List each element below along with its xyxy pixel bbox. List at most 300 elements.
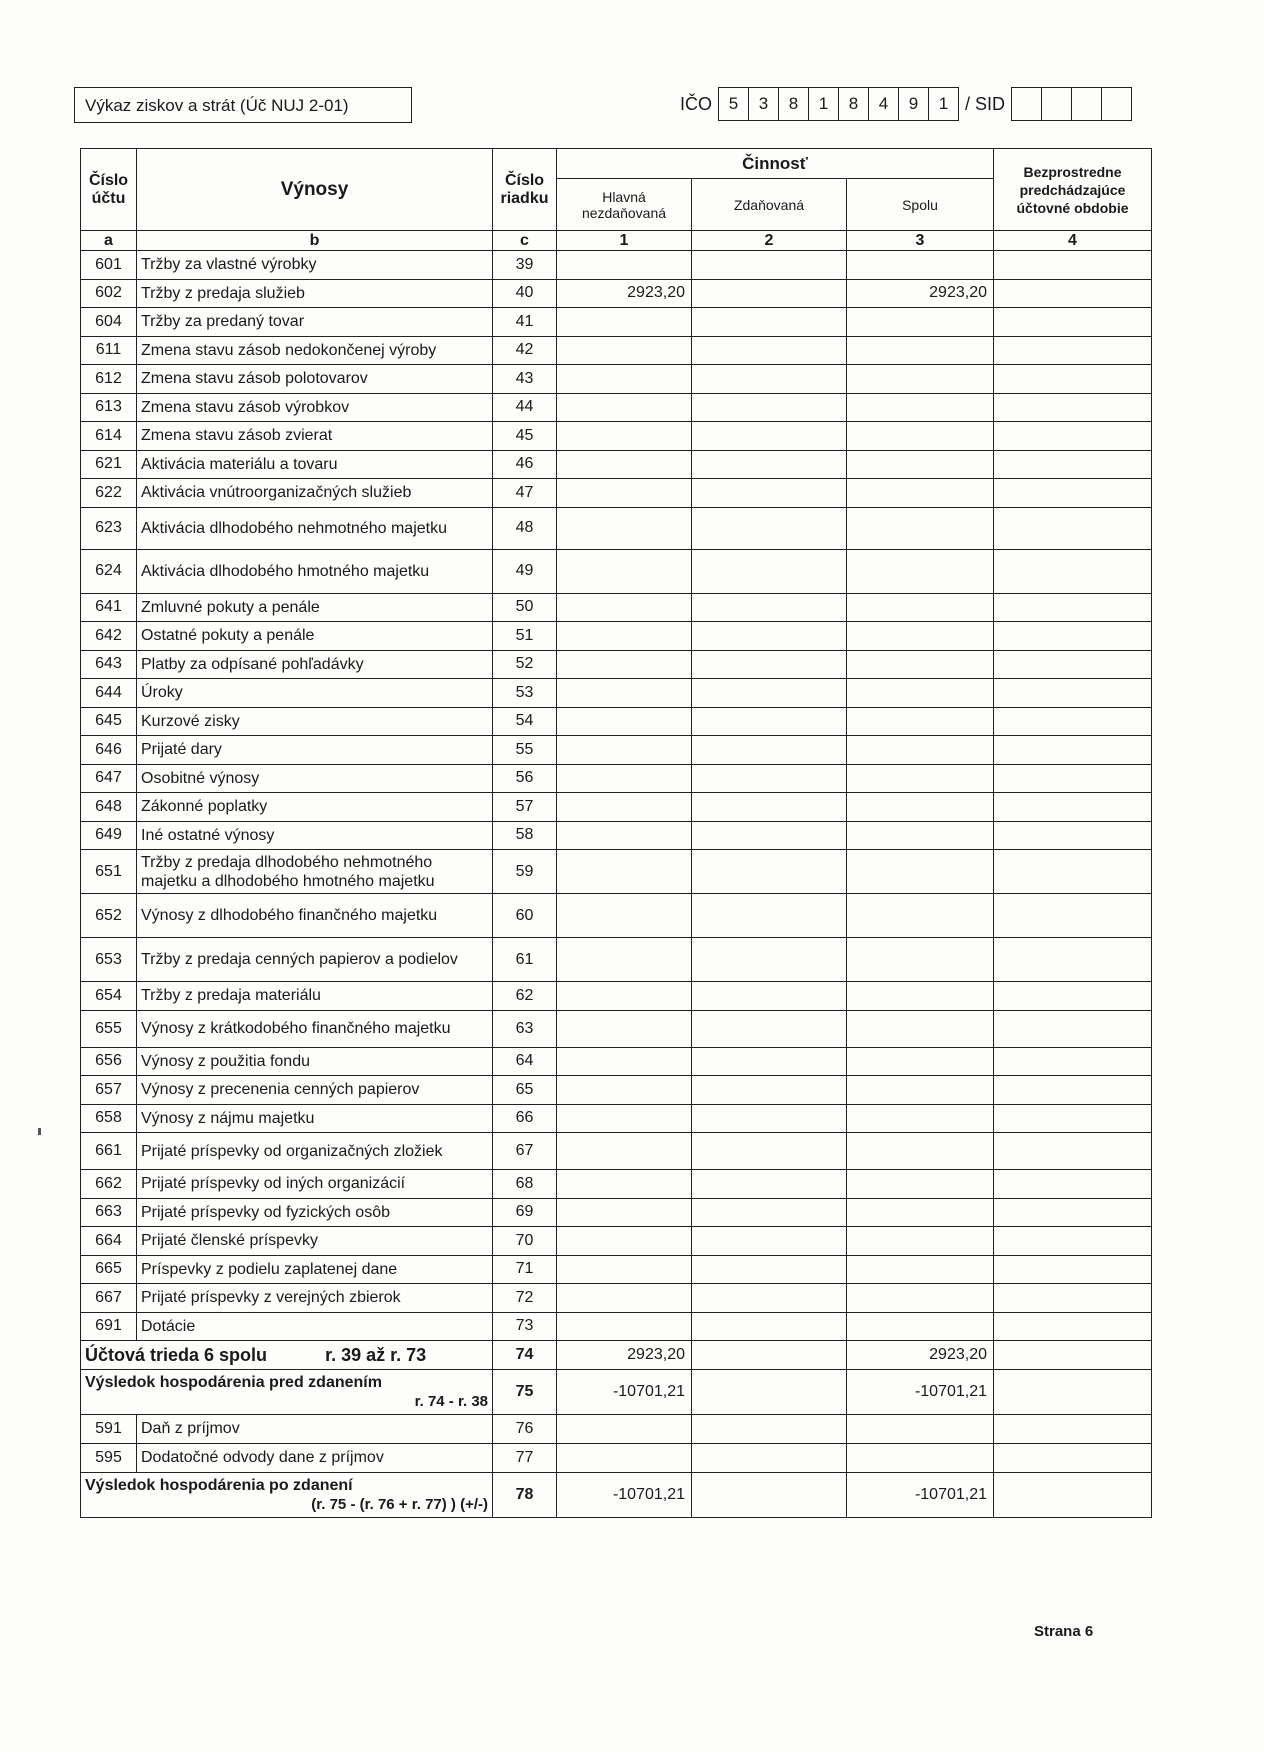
value-spolu <box>847 821 994 850</box>
sid-label: / SID <box>965 93 1006 114</box>
value-zdanovana <box>692 1104 847 1133</box>
account-number: 663 <box>81 1198 137 1227</box>
account-name: Prijaté príspevky od fyzických osôb <box>137 1198 493 1227</box>
header-cislo-uctu: Číslo účtu <box>81 149 137 231</box>
value-zdanovana <box>692 622 847 651</box>
account-row-667 <box>81 1284 1152 1313</box>
tax-c2 <box>692 1415 847 1444</box>
account-number: 601 <box>81 251 137 280</box>
ico-digit: 5 <box>719 88 749 120</box>
value-hlavna <box>557 622 692 651</box>
account-number: 656 <box>81 1047 137 1076</box>
account-row-643 <box>81 650 1152 679</box>
tax-name-591: Daň z príjmov <box>137 1415 493 1444</box>
account-number: 662 <box>81 1170 137 1199</box>
account-name: Úroky <box>137 679 493 708</box>
account-name: Výnosy z dlhodobého finančného majetku <box>137 894 493 938</box>
account-number: 604 <box>81 308 137 337</box>
value-hlavna <box>557 549 692 593</box>
value-predch <box>994 1312 1152 1341</box>
summary-rows <box>81 1341 1152 1518</box>
value-hlavna <box>557 479 692 508</box>
value-predch <box>994 1198 1152 1227</box>
value-hlavna <box>557 365 692 394</box>
value-spolu <box>847 479 994 508</box>
account-row-651 <box>81 850 1152 894</box>
account-row-646 <box>81 736 1152 765</box>
value-predch <box>994 938 1152 982</box>
account-name: Výnosy z precenenia cenných papierov <box>137 1076 493 1105</box>
account-name: Zákonné poplatky <box>137 793 493 822</box>
row-number: 45 <box>493 422 557 451</box>
value-hlavna <box>557 679 692 708</box>
account-name: Aktivácia materiálu a tovaru <box>137 450 493 479</box>
account-number: 665 <box>81 1255 137 1284</box>
account-number: 641 <box>81 593 137 622</box>
page-number: Strana 6 <box>1034 1623 1094 1640</box>
value-predch <box>994 479 1152 508</box>
account-row-611 <box>81 336 1152 365</box>
value-predch <box>994 507 1152 549</box>
account-row-641 <box>81 593 1152 622</box>
account-number: 644 <box>81 679 137 708</box>
value-predch <box>994 422 1152 451</box>
account-row-658 <box>81 1104 1152 1133</box>
value-spolu <box>847 365 994 394</box>
account-row-648 <box>81 793 1152 822</box>
pretax-label <box>81 1370 493 1415</box>
value-hlavna <box>557 982 692 1011</box>
account-row-622 <box>81 479 1152 508</box>
value-hlavna <box>557 1255 692 1284</box>
row-number: 62 <box>493 982 557 1011</box>
value-zdanovana <box>692 336 847 365</box>
value-hlavna <box>557 393 692 422</box>
value-hlavna <box>557 1312 692 1341</box>
value-hlavna <box>557 650 692 679</box>
account-name: Tržby z predaja dlhodobého nehmotného majetku a dlhodobého hmotného majetku <box>137 850 493 894</box>
value-zdanovana <box>692 549 847 593</box>
row-number: 66 <box>493 1104 557 1133</box>
row-number: 43 <box>493 365 557 394</box>
value-predch <box>994 1047 1152 1076</box>
tax-c4 <box>994 1415 1152 1444</box>
header-spolu: Spolu <box>847 179 994 231</box>
aftertax-formula: (r. 75 - (r. 76 + r. 77) ) (+/-) <box>311 1496 488 1513</box>
row-number: 50 <box>493 593 557 622</box>
row-number: 58 <box>493 821 557 850</box>
value-hlavna <box>557 593 692 622</box>
account-number: 642 <box>81 622 137 651</box>
row-number: 64 <box>493 1047 557 1076</box>
account-number: 643 <box>81 650 137 679</box>
row-number: 51 <box>493 622 557 651</box>
tax-account-595: 595 <box>81 1444 137 1473</box>
value-hlavna <box>557 894 692 938</box>
value-zdanovana <box>692 1047 847 1076</box>
account-row-649 <box>81 821 1152 850</box>
account-number: 647 <box>81 764 137 793</box>
account-name: Zmena stavu zásob nedokončenej výroby <box>137 336 493 365</box>
account-number: 602 <box>81 279 137 308</box>
value-predch <box>994 1284 1152 1313</box>
account-name: Zmluvné pokuty a penále <box>137 593 493 622</box>
account-row-663 <box>81 1198 1152 1227</box>
value-spolu <box>847 1047 994 1076</box>
value-spolu <box>847 850 994 894</box>
value-spolu <box>847 1010 994 1047</box>
value-spolu <box>847 593 994 622</box>
account-name: Prijaté príspevky od iných organizácií <box>137 1170 493 1199</box>
ico-digit: 8 <box>839 88 869 120</box>
value-spolu <box>847 938 994 982</box>
row-number: 73 <box>493 1312 557 1341</box>
account-name: Prijaté členské príspevky <box>137 1227 493 1256</box>
letter-c: c <box>493 231 557 251</box>
tax-account-591: 591 <box>81 1415 137 1444</box>
account-name: Platby za odpísané pohľadávky <box>137 650 493 679</box>
account-row-614 <box>81 422 1152 451</box>
ico-digit: 1 <box>938 94 949 113</box>
account-row-613 <box>81 393 1152 422</box>
value-hlavna <box>557 1076 692 1105</box>
value-zdanovana <box>692 1076 847 1105</box>
total-c4 <box>994 1341 1152 1370</box>
row-number: 52 <box>493 650 557 679</box>
header-zdanovana: Zdaňovaná <box>692 179 847 231</box>
ico-digit: 9 <box>899 88 929 120</box>
header-hlavna: Hlavná nezdaňovaná <box>557 179 692 231</box>
account-row-612 <box>81 365 1152 394</box>
account-number: 645 <box>81 707 137 736</box>
value-spolu <box>847 1104 994 1133</box>
row-number: 53 <box>493 679 557 708</box>
row-number: 65 <box>493 1076 557 1105</box>
account-row-657 <box>81 1076 1152 1105</box>
account-number: 622 <box>81 479 137 508</box>
account-name: Príspevky z podielu zaplatenej dane <box>137 1255 493 1284</box>
header-cinnost: Činnosť <box>557 149 994 179</box>
value-spolu <box>847 982 994 1011</box>
value-predch <box>994 1227 1152 1256</box>
account-name: Aktivácia dlhodobého nehmotného majetku <box>137 507 493 549</box>
value-hlavna <box>557 793 692 822</box>
total-range: r. 39 až r. 73 <box>325 1344 427 1365</box>
income-statement-table <box>80 148 1152 1518</box>
value-spolu <box>847 894 994 938</box>
pretax-formula: r. 74 - r. 38 <box>414 1393 488 1410</box>
value-hlavna <box>557 1170 692 1199</box>
value-zdanovana <box>692 308 847 337</box>
value-spolu <box>847 1227 994 1256</box>
value-zdanovana <box>692 251 847 280</box>
value-predch <box>994 650 1152 679</box>
account-rows <box>81 251 1152 1341</box>
account-number: 654 <box>81 982 137 1011</box>
ico-digit: 3 <box>749 88 779 120</box>
value-spolu <box>847 1170 994 1199</box>
value-spolu <box>847 336 994 365</box>
aftertax-c4 <box>994 1473 1152 1518</box>
account-name: Zmena stavu zásob zvierat <box>137 422 493 451</box>
account-number: 648 <box>81 793 137 822</box>
account-number: 623 <box>81 507 137 549</box>
account-row-604 <box>81 308 1152 337</box>
value-hlavna <box>557 1047 692 1076</box>
value-spolu <box>847 1312 994 1341</box>
value-zdanovana <box>692 1255 847 1284</box>
value-predch <box>994 1133 1152 1170</box>
account-number: 664 <box>81 1227 137 1256</box>
row-number: 59 <box>493 850 557 894</box>
value-predch <box>994 793 1152 822</box>
value-spolu <box>847 507 994 549</box>
row-number: 49 <box>493 549 557 593</box>
tax-c2 <box>692 1444 847 1473</box>
value-spolu: 2923,20 <box>847 279 994 308</box>
account-row-644 <box>81 679 1152 708</box>
header-vynosy: Výnosy <box>137 149 493 231</box>
tax-c1 <box>557 1415 692 1444</box>
value-spolu <box>847 1076 994 1105</box>
sid-box <box>1102 88 1131 120</box>
value-zdanovana <box>692 982 847 1011</box>
account-row-621 <box>81 450 1152 479</box>
row-number: 54 <box>493 707 557 736</box>
account-name: Aktivácia dlhodobého hmotného majetku <box>137 549 493 593</box>
account-name: Osobitné výnosy <box>137 764 493 793</box>
tax-row-76: 76 <box>493 1415 557 1444</box>
account-name: Tržby z predaja materiálu <box>137 982 493 1011</box>
value-predch <box>994 279 1152 308</box>
account-row-691 <box>81 1312 1152 1341</box>
ico-digit: 8 <box>779 88 809 120</box>
value-zdanovana <box>692 479 847 508</box>
value-zdanovana <box>692 1010 847 1047</box>
value-hlavna <box>557 1133 692 1170</box>
account-number: 649 <box>81 821 137 850</box>
value-hlavna <box>557 850 692 894</box>
value-zdanovana <box>692 1133 847 1170</box>
value-predch <box>994 622 1152 651</box>
account-row-642 <box>81 622 1152 651</box>
value-zdanovana <box>692 894 847 938</box>
value-zdanovana <box>692 450 847 479</box>
account-row-653 <box>81 938 1152 982</box>
value-predch <box>994 764 1152 793</box>
value-predch <box>994 1104 1152 1133</box>
value-predch <box>994 894 1152 938</box>
value-predch <box>994 679 1152 708</box>
account-name: Tržby za vlastné výrobky <box>137 251 493 280</box>
account-row-652 <box>81 894 1152 938</box>
value-zdanovana <box>692 938 847 982</box>
account-number: 651 <box>81 850 137 894</box>
value-hlavna <box>557 450 692 479</box>
account-row-602 <box>81 279 1152 308</box>
ico-sid-area <box>680 87 1132 121</box>
value-hlavna <box>557 1284 692 1313</box>
value-predch <box>994 1170 1152 1199</box>
value-spolu <box>847 450 994 479</box>
total-c2 <box>692 1341 847 1370</box>
account-number: 691 <box>81 1312 137 1341</box>
total-c3: 2923,20 <box>847 1341 994 1370</box>
value-hlavna <box>557 1010 692 1047</box>
value-zdanovana <box>692 422 847 451</box>
row-number: 67 <box>493 1133 557 1170</box>
account-number: 658 <box>81 1104 137 1133</box>
account-number: 657 <box>81 1076 137 1105</box>
account-row-655 <box>81 1010 1152 1047</box>
tax-row-77: 77 <box>493 1444 557 1473</box>
ico-digit: 4 <box>869 88 899 120</box>
pretax-c2 <box>692 1370 847 1415</box>
account-row-665 <box>81 1255 1152 1284</box>
value-zdanovana <box>692 679 847 708</box>
value-spolu <box>847 422 994 451</box>
aftertax-c2 <box>692 1473 847 1518</box>
account-name: Prijaté dary <box>137 736 493 765</box>
value-zdanovana <box>692 1284 847 1313</box>
account-row-601 <box>81 251 1152 280</box>
value-hlavna <box>557 251 692 280</box>
value-spolu <box>847 393 994 422</box>
row-number: 60 <box>493 894 557 938</box>
value-zdanovana <box>692 393 847 422</box>
row-number: 68 <box>493 1170 557 1199</box>
account-number: 646 <box>81 736 137 765</box>
value-predch <box>994 549 1152 593</box>
value-spolu <box>847 650 994 679</box>
row-number: 61 <box>493 938 557 982</box>
tax-c3 <box>847 1415 994 1444</box>
account-number: 667 <box>81 1284 137 1313</box>
letter-1: 1 <box>557 231 692 251</box>
value-zdanovana <box>692 736 847 765</box>
value-predch <box>994 736 1152 765</box>
value-predch <box>994 336 1152 365</box>
account-row-654 <box>81 982 1152 1011</box>
account-number: 652 <box>81 894 137 938</box>
ico-label: IČO <box>680 93 713 114</box>
account-name: Zmena stavu zásob výrobkov <box>137 393 493 422</box>
account-row-661 <box>81 1133 1152 1170</box>
value-spolu <box>847 1284 994 1313</box>
value-spolu <box>847 679 994 708</box>
letter-4: 4 <box>994 231 1152 251</box>
letter-b: b <box>137 231 493 251</box>
tax-c3 <box>847 1444 994 1473</box>
value-predch <box>994 821 1152 850</box>
value-zdanovana <box>692 507 847 549</box>
total-row-number: 74 <box>493 1341 557 1370</box>
aftertax-c1: -10701,21 <box>557 1473 692 1518</box>
pretax-row-number: 75 <box>493 1370 557 1415</box>
account-name: Zmena stavu zásob polotovarov <box>137 365 493 394</box>
ico-digit: 1 <box>809 88 839 120</box>
account-number: 624 <box>81 549 137 593</box>
account-number: 611 <box>81 336 137 365</box>
tax-c1 <box>557 1444 692 1473</box>
value-spolu <box>847 1255 994 1284</box>
account-row-647 <box>81 764 1152 793</box>
account-name: Prijaté príspevky z verejných zbierok <box>137 1284 493 1313</box>
value-predch <box>994 707 1152 736</box>
value-predch <box>994 365 1152 394</box>
total-label-text: Účtová trieda 6 spolu <box>85 1344 268 1365</box>
value-hlavna <box>557 707 692 736</box>
ico-digit-boxes <box>718 87 959 121</box>
account-row-645 <box>81 707 1152 736</box>
letter-a: a <box>81 231 137 251</box>
value-spolu <box>847 793 994 822</box>
account-number: 661 <box>81 1133 137 1170</box>
row-number: 44 <box>493 393 557 422</box>
account-row-624 <box>81 549 1152 593</box>
value-hlavna <box>557 308 692 337</box>
account-name: Dotácie <box>137 1312 493 1341</box>
value-zdanovana <box>692 1312 847 1341</box>
account-number: 621 <box>81 450 137 479</box>
value-hlavna <box>557 938 692 982</box>
account-name: Kurzové zisky <box>137 707 493 736</box>
value-zdanovana <box>692 279 847 308</box>
aftertax-c3: -10701,21 <box>847 1473 994 1518</box>
value-zdanovana <box>692 1198 847 1227</box>
aftertax-row-number: 78 <box>493 1473 557 1518</box>
value-predch <box>994 450 1152 479</box>
account-name: Výnosy z použitia fondu <box>137 1047 493 1076</box>
report-title: Výkaz ziskov a strát (Úč NUJ 2-01) <box>74 87 412 123</box>
value-zdanovana <box>692 821 847 850</box>
total-c1: 2923,20 <box>557 1341 692 1370</box>
value-hlavna <box>557 1198 692 1227</box>
margin-mark <box>38 1128 41 1135</box>
value-spolu <box>847 1198 994 1227</box>
account-name: Iné ostatné výnosy <box>137 821 493 850</box>
pretax-label-text: Výsledok hospodárenia pred zdanením <box>85 1374 382 1391</box>
tax-name-595: Dodatočné odvody dane z príjmov <box>137 1444 493 1473</box>
account-name: Tržby z predaja cenných papierov a podielov <box>137 938 493 982</box>
row-number: 71 <box>493 1255 557 1284</box>
value-zdanovana <box>692 707 847 736</box>
account-name: Tržby z predaja služieb <box>137 279 493 308</box>
row-number: 42 <box>493 336 557 365</box>
value-predch <box>994 1010 1152 1047</box>
value-spolu <box>847 764 994 793</box>
value-zdanovana <box>692 1227 847 1256</box>
total-label <box>81 1341 493 1370</box>
value-zdanovana <box>692 764 847 793</box>
account-row-623 <box>81 507 1152 549</box>
value-predch <box>994 593 1152 622</box>
value-predch <box>994 308 1152 337</box>
value-spolu <box>847 251 994 280</box>
header-cislo-riadku: Číslo riadku <box>493 149 557 231</box>
value-zdanovana <box>692 365 847 394</box>
row-number: 55 <box>493 736 557 765</box>
value-hlavna <box>557 1227 692 1256</box>
value-spolu <box>847 549 994 593</box>
account-name: Výnosy z krátkodobého finančného majetku <box>137 1010 493 1047</box>
value-zdanovana <box>692 650 847 679</box>
value-spolu <box>847 1133 994 1170</box>
value-zdanovana <box>692 593 847 622</box>
value-zdanovana <box>692 1170 847 1199</box>
value-zdanovana <box>692 850 847 894</box>
value-hlavna <box>557 507 692 549</box>
